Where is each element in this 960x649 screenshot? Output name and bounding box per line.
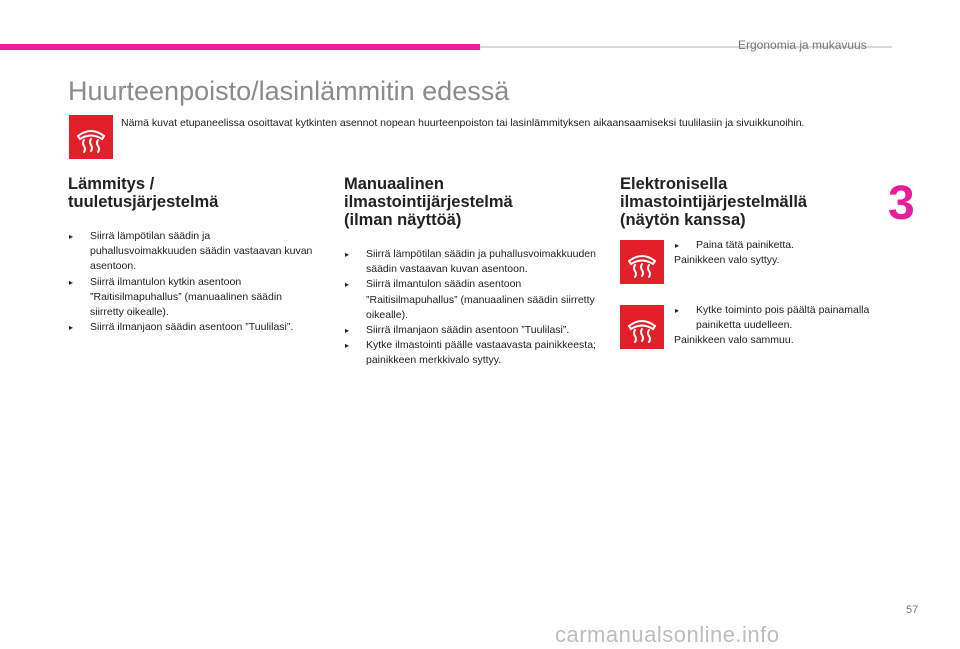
bullet-icon: ▸ <box>675 241 680 250</box>
column-manual-ac <box>344 175 604 369</box>
list-item: ▸ Siirrä lämpötilan säädin ja puhallusvoimakkuuden säädin vastaavan kuvan asentoon. <box>69 230 313 273</box>
bullet-icon: ▸ <box>69 232 74 241</box>
defrost-windscreen-icon <box>69 115 113 159</box>
list-item: ▸ Paina tätä painiketta. <box>674 238 884 253</box>
column-heating <box>68 175 318 335</box>
step-note: Painikkeen valo syttyy. <box>674 254 780 267</box>
instruction-list <box>68 229 318 335</box>
defrost-windscreen-icon <box>620 305 664 349</box>
page-number: 57 <box>906 604 919 616</box>
section-label: Ergonomia ja mukavuus <box>738 38 867 52</box>
instruction-list <box>344 247 604 369</box>
intro-text: Nämä kuvat etupaneelissa osoittavat kytkinten asennot nopean huurteenpoiston tai lasinlämmityksen aikaansaamiseksi tuulilasiin ja sivuikkunoihin. <box>121 117 805 129</box>
list-item: ▸ Siirrä ilmanjaon säädin asentoon ”Tuulilasi”. <box>344 323 604 338</box>
watermark: carmanualsonline.info <box>555 622 780 647</box>
column-heading: Elektronisella ilmastointijärjestelmällä (näytön kanssa) <box>620 175 808 229</box>
step-switch-off <box>674 303 884 349</box>
bullet-icon: ▸ <box>345 326 350 336</box>
bullet-icon: ▸ <box>69 277 74 287</box>
chapter-number: 3 <box>888 177 915 230</box>
defrost-windscreen-icon <box>620 240 664 284</box>
list-item: ▸ Kytke ilmastointi päälle vastaavasta painikkeesta; painikkeen merkkivalo syttyy. <box>345 339 596 367</box>
column-heading: Lämmitys / tuuletusjärjestelmä <box>68 175 219 211</box>
step-press <box>674 238 884 268</box>
step-note: Painikkeen valo sammuu. <box>674 334 794 347</box>
bullet-icon: ▸ <box>675 306 680 315</box>
list-item: ▸ Siirrä ilmantulon säädin asentoon ”Raitisilmapuhallus” (manuaalinen säädin siirretty oikealle). <box>345 278 595 321</box>
bullet-icon: ▸ <box>345 250 350 259</box>
column-electronic-ac <box>620 175 880 247</box>
list-item: ▸ Siirrä ilmanjaon säädin asentoon ”Tuulilasi”. <box>68 320 318 335</box>
list-item: ▸ Siirrä lämpötilan säädin ja puhallusvoimakkuuden säädin vastaavan kuvan asentoon. <box>345 248 596 276</box>
list-item: ▸ Siirrä ilmantulon kytkin asentoon ”Raitisilmapuhallus” (manuaalinen säädin siirretty oikealle). <box>69 275 283 319</box>
bullet-icon: ▸ <box>345 341 350 351</box>
list-item: ▸ Kytke toiminto pois päältä painamalla painiketta uudelleen. <box>675 304 870 332</box>
page-title: Huurteenpoisto/lasinlämmitin edessä <box>68 76 510 106</box>
bullet-icon: ▸ <box>345 280 350 290</box>
header-accent-bar <box>0 44 480 50</box>
column-heading: Manuaalinen ilmastointijärjestelmä (ilman näyttöä) <box>344 175 513 229</box>
bullet-icon: ▸ <box>69 323 74 333</box>
